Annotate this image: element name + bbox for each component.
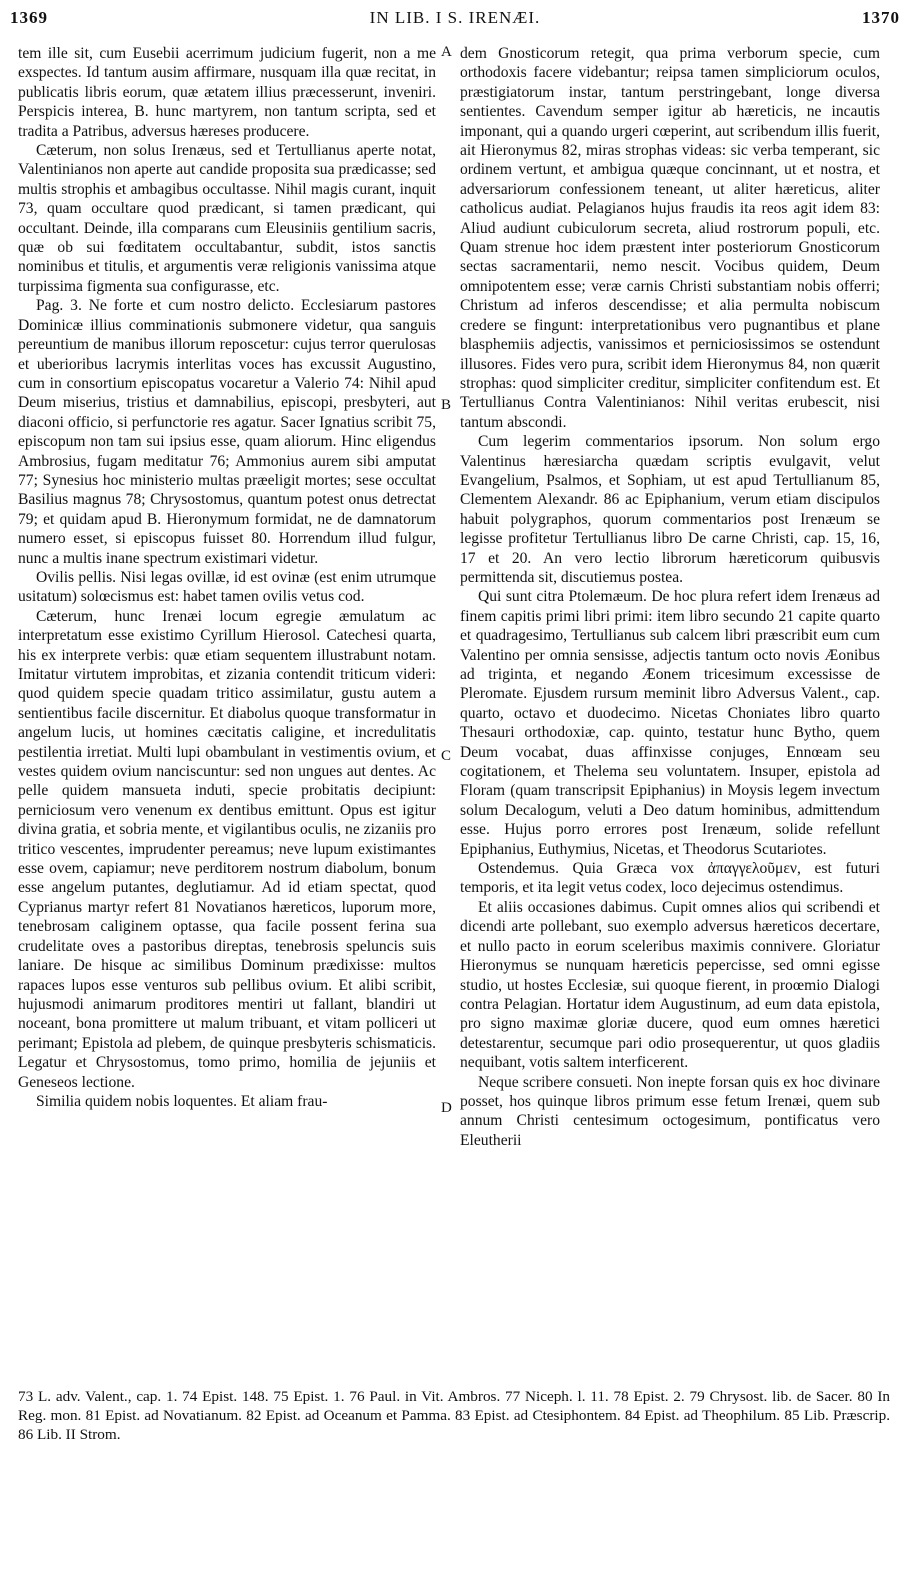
paragraph: Pag. 3. Ne forte et cum nostro delicto. Ecclesiarum pastores Dominicæ illius comminationis submonere videtur, qua sanguis pereuntium de manibus illorum reposcetur: cujus terror querulosas et uberioribus lacrymis interlitas voces has excussit Augustino, cum in consortium episcopatus vocaretur a Valerio 74: Nihil apud Deum miserius, tristius et damnabilius, episcopi, presbyteri, aut diaconi officio, si perfunctorie res agatur. Sacer Ignatius scribit 75, episcopum non tam sui ipsius esse, quam aliorum. Hinc eligendus Ambrosius, fugam meditatur 76; Ammonius aurem sibi amputat 77; Synesius hoc ministerio multas præeligit mortes; sese occultat Basilius magnus 78; Chrysostomus, quantum potest onus detrectat 79; et quidam apud B. Hieronymum formidat, ne de damnatorum numero esset, si episcopus fuisset 80. Horrendum illud fulgur, nunc a multis inane spectrum existimari videtur. <box>18 297 436 567</box>
paragraph: Neque scribere consueti. Non inepte forsan quis ex hoc divinare posset, hos quinque libros primum esse fetum Irenæi, quem sub annum Christi centesimum octogesimum, pontificatus vero Eleutherii <box>460 1073 880 1149</box>
left-column <box>18 44 436 1111</box>
running-title: IN LIB. I S. IRENÆI. <box>369 8 541 27</box>
right-column <box>460 44 880 1150</box>
paragraph: Similia quidem nobis loquentes. Et aliam frau- <box>36 1092 328 1110</box>
paragraph: Qui sunt citra Ptolemæum. De hoc plura refert idem Irenæus ad finem capitis primi libri primi: item libro secundo 21 capite quarto et quadragesimo, Tertullianus sub calcem libri præscribit eum cum Valentino per omnia sensisse, adjectis tantum octo novis Æonibus ad triginta, et negando Æonem tricesimum excessisse de Pleromate. Ejusdem rursum meminit libro Adversus Valent., cap. quarto, octavo et duodecimo. Nicetas Choniates libro quarto Thesauri orthodoxiæ, cap. quinto, testatur hunc Bytho, quem Deum vocabat, duas affinxisse conjuges, Ennœam seu cogitationem, et Thelema seu voluntatem. Insuper, epistola ad Floram (quam transcripsit Epiphanius) in Moysis legem invectum solum Decalogum, veluti a Deo datum hominibus, admittendum esse. Hujus porro errores post Irenæum, solide refellunt Epiphanius, Euthymius, Nicetas, et Theodorus Scutariotes. <box>460 588 880 858</box>
margin-letter-c: C <box>441 748 452 764</box>
paragraph: tem ille sit, cum Eusebii acerrimum judicium fugerit, non a me exspectes. Id tantum ausim affirmare, nusquam illa quæ recitat, in publicatis libris eorum, quæ ætatem illius præcesserunt, inveniri. Perspicis interea, B. hunc martyrem, non tantum scripta, sed et tradita a Patribus, adversus hæreses producere. <box>18 45 436 140</box>
page-number-left: 1369 <box>10 8 48 27</box>
paragraph: Ovilis pellis. Nisi legas ovillæ, id est ovinæ (est enim utrumque usitatum) solœcismus est: habet tamen ovilis vetus cod. <box>18 568 436 606</box>
paragraph: Cæterum, hunc Irenæi locum egregie æmulatum ac interpretatum esse existimo Cyrillum Hierosol. Catechesi quarta, his ex interprete verbis: quæ etiam sequentem illustrabunt notam. Imitatur virtutem improbitas, et zizania contendit triticum videri: quod quidem specie quadam tritico assimilatur, gustu autem a sentientibus facile discernitur. Et diabolus quoque transformatur in angelum lucis, ut homines cæcitatis caligine, et incredulitatis pestilentia irretiat. Multi lupi obambulant in vestimentis ovium, et vestes quidem ovium nanciscuntur: sed non ungues aut dentes. Ac pelle quidem mansueta induti, specie probitatis decipiunt: perniciosum vero venenum ex dentibus emittunt. Opus est igitur divina gratia, et sobria mente, et vigilantibus oculis, ne zizaniis pro tritico vescentes, imprudenter pereamus; neve lupum existimantes esse ovem, capiamur; neve perditorem nostrum diabolum, bonum esse angelum putantes, deglutiamur. Ad id etiam spectat, quod Cyprianus martyr refert 81 Novatianos hæreticos, luporum more, tenebrosam caliginem optasse, qua facile possent ferina sua crudelitate oves a pastoribus direptas, tenebrosis speluncis suis laniare. De hisque ac similibus Dominum prædixisse: multos rapaces lupos esse venturos sub pellibus ovium. Et alibi scribit, hujusmodi animarum proditores mentiri ut fallant, blandiri ut noceant, bona promittere ut malum tribuant, et vitam polliceri ut perimant; Epistola ad plebem, de quinque presbyteris schismaticis. Legatur et Chrysostomus, tomo primo, homilia de jejuniis et Geneseos lectione. <box>18 607 436 1091</box>
paragraph: dem Gnosticorum retegit, qua prima verborum specie, cum orthodoxis facere videbantur; reipsa tamen simpliciorum oculos, præstigiatorum instar, tantum perstringebant, longe diversa sentientes. Cavendum semper igitur ab hæreticis, ne incautis imponant, qui a quando urgeri cœperint, aut scribendum illis fuerit, ait Hieronymus 82, miras strophas videas: sic verba temperant, sic ordinem vertunt, et ambigua quæque concinnant, ut et nostra, et adversariorum confessionem teneant, ut aliter hæreticus, aliter catholicus audiat. Pelagianos hujus fraudis ita reos agit idem 83: Aliud audiunt cubiculorum secreta, aliud rostrorum populi, etc. Quam strenue hoc idem præstent inter posteriorum Gnosticorum sectas sacramentarii, nemo nescit. Vocibus quidem, Deum omnipotentem esse; veræ carnis Christi substantiam nobis offerri; Christum ad inferos descendisse; et alia permulta nobiscum credere se fingunt: interpretationibus vero pugnantibus et plane blasphemiis adjectis, vanissimos et perniciosissimos se ostendunt illusores. Fides vero pura, scribit idem Hieronymus 84, non quærit strophas: quod simpliciter creditur, simpliciter confitendum est. Et Tertullianus Contra Valentinianos: Nihil veritas erubescit, nisi tantum abscondi. <box>460 45 880 431</box>
paragraph: Cum legerim commentarios ipsorum. Non solum ergo Valentinus hæresiarcha quædam scriptis evulgavit, velut Evangelium, Psalmos, et Sophiam, ut est apud Tertullianum 85, Clementem Alexandr. 86 ac Epiphanium, verum etiam discipulos habuit polygraphos, quorum commentarios post Irenæum se legisse profitetur Tertullianus libro De carne Christi, cap. 15, 16, 17 et 20. An vero lectio librorum hæreticorum quibusvis permittenda sit, discutiemus postea. <box>460 433 880 586</box>
paragraph: Ostendemus. Quia Græca vox ἀπαγγελοῦμεν, est futuri temporis, et ita legit vetus codex, loco dejecimus ostendimus. <box>460 860 880 897</box>
margin-letter-b: B <box>441 397 452 413</box>
paragraph: Cæterum, non solus Irenæus, sed et Tertullianus aperte notat, Valentinianos non aperte aut candide proposita sua prædicasse; sed multis strophis et ambagibus occultasse. Nihil magis curant, inquit 73, quam occultare quod prædicant, si tamen prædicant, qui occultant. Deinde, illa comparans cum Eleusiniis gentilium sacris, quæ ob sui fœditatem occultabantur, subdit, istos sanctis nominibus et titulis, et argumentis veræ religionis vanissima atque turpissima figmenta sua configurasse, etc. <box>18 142 436 295</box>
footnotes: 73 L. adv. Valent., cap. 1. 74 Epist. 148. 75 Epist. 1. 76 Paul. in Vit. Ambros. 77 Niceph. l. 11. 78 Epist. 2. 79 Chrysost. lib. de Sacer. 80 In Reg. mon. 81 Epist. ad Novatianum. 82 Epist. ad Oceanum et Pamma. 83 Epist. ad Ctesiphontem. 84 Epist. ad Theophilum. 85 Lib. Præscrip. 86 Lib. II Strom. <box>18 1388 890 1443</box>
margin-letter-a: A <box>441 44 452 60</box>
page-header <box>10 8 900 36</box>
page-number-right: 1370 <box>862 8 900 27</box>
paragraph: Et aliis occasiones dabimus. Cupit omnes alios qui scribendi et dicendi arte pollebant, suo exemplo adversus hæreticos decertare, et nullo pacto in eorum sceleribus maximis connivere. Gloriatur Hieronymus se nunquam hæreticis pepercisse, sed omni egisse studio, ut hostes Ecclesiæ, sui quoque fierent, in proœmio Dialogi contra Pelagian. Hortatur idem Augustinum, ad eum data epistola, pro signo maximæ gloriæ ducere, quod eum omnes hæretici detestarentur, secumque pari odio prosequerentur, ut quos gladiis nequibant, votis saltem interficerent. <box>460 898 880 1072</box>
margin-letter-d: D <box>441 1100 452 1116</box>
